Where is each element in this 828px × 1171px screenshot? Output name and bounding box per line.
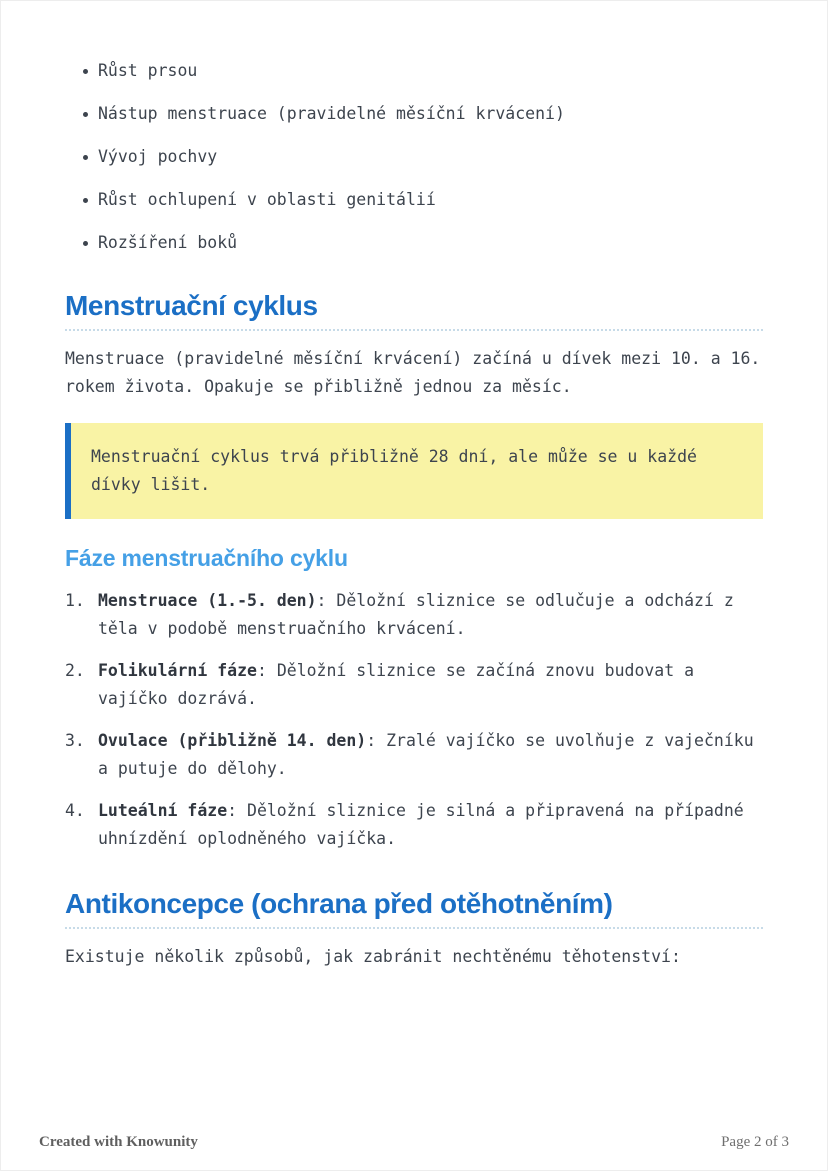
bullet-icon — [65, 229, 98, 257]
list-number: 2. — [65, 661, 85, 680]
list-number: 4. — [65, 801, 85, 820]
bullet-list — [65, 57, 763, 272]
bullet-icon — [65, 186, 98, 214]
list-item — [65, 797, 763, 853]
list-item — [65, 229, 763, 257]
phase-text — [98, 727, 763, 783]
phase-description: : Děložní sliznice se začíná znovu budovat a vajíčko dozrává. — [98, 661, 695, 708]
list-item — [65, 186, 763, 214]
list-item — [65, 143, 763, 171]
list-number: 1. — [65, 591, 85, 610]
dotted-divider — [65, 927, 763, 929]
section-heading-menstrual-cycle: Menstruační cyklus — [65, 290, 318, 321]
phase-description: : Děložní sliznice se odlučuje a odchází z těla v podobě menstruačního krvácení. — [98, 591, 734, 638]
phase-title: Folikulární fáze — [98, 661, 257, 680]
phase-description: : Zralé vajíčko se uvolňuje z vaječníku a putuje do dělohy. — [98, 731, 754, 778]
contraception-intro-paragraph: Existuje několik způsobů, jak zabránit nechtěnému těhotenství: — [65, 947, 681, 966]
list-item — [65, 657, 763, 713]
phase-title: Ovulace (přibližně 14. den) — [98, 731, 367, 750]
phase-description: : Děložní sliznice je silná a připravená na případné uhnízdění oplodněného vajíčka. — [98, 801, 744, 848]
list-item — [65, 57, 763, 85]
phase-title: Menstruace (1.-5. den) — [98, 591, 317, 610]
bullet-text: Rozšíření boků — [98, 233, 238, 252]
bullet-text: Nástup menstruace (pravidelné měsíční krvácení) — [98, 104, 565, 123]
phase-text — [98, 587, 763, 643]
created-with-label: Created with Knowunity — [39, 1134, 198, 1150]
page-indicator: Page 2 of 3 — [721, 1134, 789, 1150]
phase-title: Luteální fáze — [98, 801, 228, 820]
list-item — [65, 587, 763, 643]
phase-text — [98, 797, 763, 853]
bullet-text: Vývoj pochvy — [98, 147, 218, 166]
bullet-icon — [65, 143, 98, 171]
page-footer — [1, 1128, 827, 1170]
phase-text — [98, 657, 763, 713]
document-content — [1, 1, 827, 971]
bullet-text: Růst ochlupení v oblasti genitálií — [98, 190, 436, 209]
subsection-heading-phases: Fáze menstruačního cyklu — [65, 545, 348, 571]
list-number: 3. — [65, 731, 85, 750]
bullet-text: Růst prsou — [98, 61, 198, 80]
section-heading-contraception: Antikoncepce (ochrana před otěhotněním) — [65, 888, 613, 919]
highlight-callout — [65, 423, 763, 519]
list-item — [65, 100, 763, 128]
callout-text: Menstruační cyklus trvá přibližně 28 dní, ale může se u každé dívky lišit. — [91, 447, 697, 494]
bullet-icon — [65, 57, 98, 85]
phases-list — [65, 587, 763, 867]
list-item — [65, 727, 763, 783]
cycle-intro-paragraph: Menstruace (pravidelné měsíční krvácení) začíná u dívek mezi 10. a 16. rokem života. Opakuje se přibližně jednou za měsíc. — [65, 349, 761, 396]
bullet-icon — [65, 100, 98, 128]
dotted-divider — [65, 329, 763, 331]
